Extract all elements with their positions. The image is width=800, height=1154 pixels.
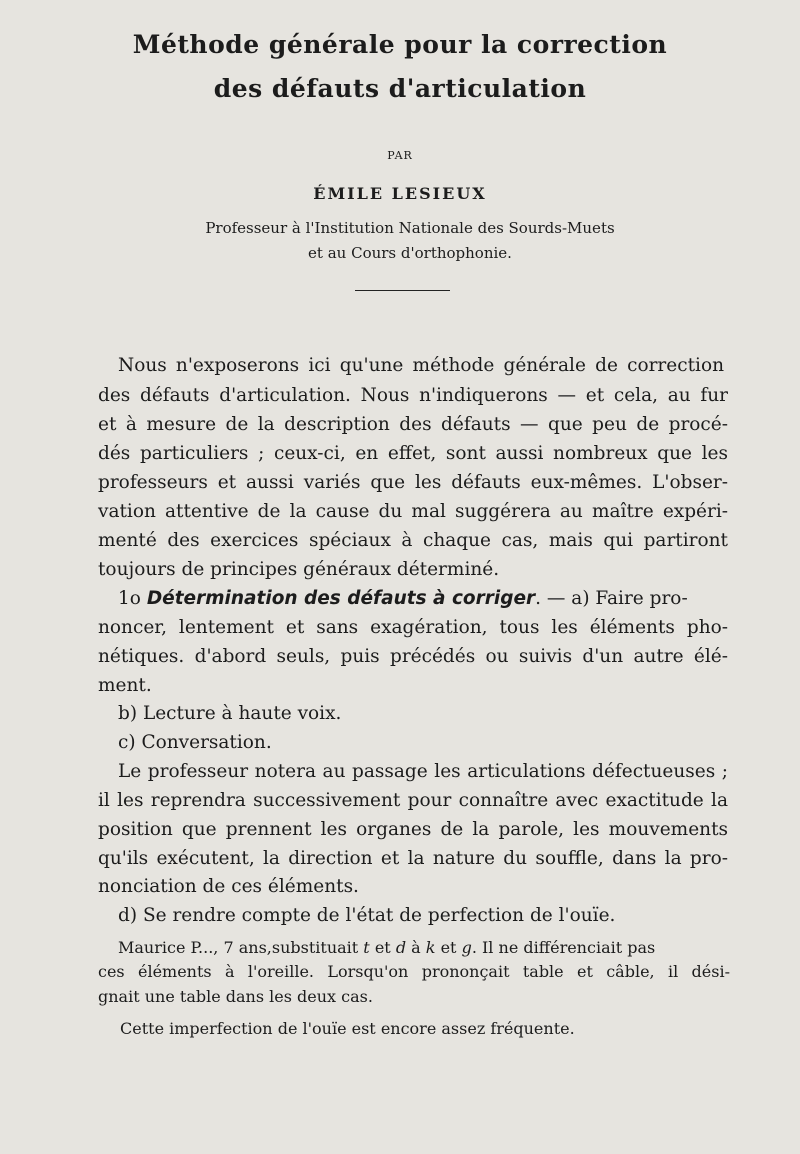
- closing-line: Cette imperfection de l'ouïe est encore assez fréquente.: [120, 1019, 575, 1038]
- intro-line: menté des exercices spéciaux à chaque cas, mais qui partiront: [98, 530, 728, 551]
- section-1-line: noncer, lentement et sans exagération, tous les éléments pho-: [98, 617, 728, 638]
- item-b: b) Lecture à haute voix.: [118, 703, 342, 724]
- section-number: 1o: [118, 588, 141, 609]
- intro-line: Nous n'exposerons ici qu'une méthode générale de correction: [118, 355, 724, 376]
- intro-line: professeurs et aussi variés que les défauts eux-mêmes. L'obser-: [98, 472, 728, 493]
- professor-line: qu'ils exécutent, la direction et la nature du souffle, dans la pro-: [98, 848, 728, 869]
- affiliation-line-2: et au Cours d'orthophonie.: [308, 244, 512, 262]
- intro-line: des défauts d'articulation. Nous n'indiquerons — et cela, au fur: [98, 385, 728, 406]
- item-c: c) Conversation.: [118, 732, 272, 753]
- section-heading: Détermination des défauts à corriger: [146, 588, 536, 609]
- example-line-2: ces éléments à l'oreille. Lorsqu'on prononçait table et câble, il dési-: [98, 962, 730, 981]
- example-line-1: Maurice P..., 7 ans,substituait t et d à k et g. Il ne différenciait pas: [118, 938, 656, 957]
- item-d: d) Se rendre compte de l'état de perfection de l'ouïe.: [118, 905, 616, 926]
- affiliation-line-1: Professeur à l'Institution Nationale des Sourds-Muets: [205, 219, 615, 237]
- professor-line: nonciation de ces éléments.: [98, 876, 359, 897]
- title-line-2: des défauts d'articulation: [213, 74, 587, 103]
- separator-rule: [355, 290, 450, 291]
- intro-line: toujours de principes généraux déterminé.: [98, 559, 500, 580]
- professor-line: position que prennent les organes de la parole, les mouvements: [98, 819, 728, 840]
- professor-line: Le professeur notera au passage les articulations défectueuses ;: [118, 761, 728, 782]
- author-name: ÉMILE LESIEUX: [313, 184, 487, 203]
- professor-line: il les reprendra successivement pour connaître avec exactitude la: [98, 790, 728, 811]
- section-1-line: nétiques. d'abord seuls, puis précédés ou suivis d'un autre élé-: [98, 646, 728, 667]
- intro-line: vation attentive de la cause du mal suggérera au maître expéri-: [98, 501, 728, 522]
- byline-par: PAR: [387, 149, 413, 162]
- section-heading-rest: . — a) Faire pro-: [535, 588, 688, 609]
- example-line-3: gnait une table dans les deux cas.: [98, 987, 373, 1006]
- section-1-heading-line: [118, 585, 728, 613]
- intro-line: dés particuliers ; ceux-ci, en effet, sont aussi nombreux que les: [98, 443, 728, 464]
- title-line-1: Méthode générale pour la correction: [132, 30, 668, 59]
- section-1-line: ment.: [98, 675, 152, 696]
- intro-line: et à mesure de la description des défauts — que peu de procé-: [98, 414, 728, 435]
